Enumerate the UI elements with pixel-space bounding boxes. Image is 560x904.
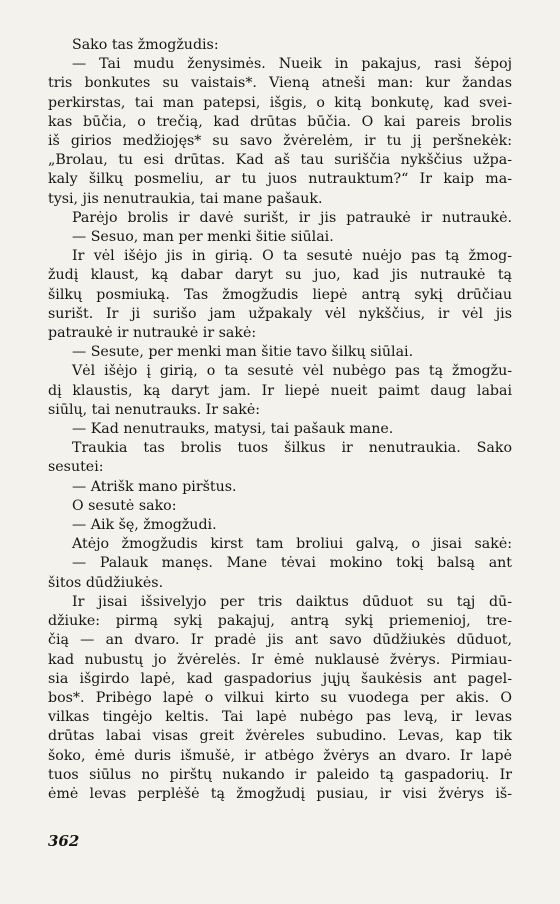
body-text [48,36,512,804]
text-line: — Sesuo, man per menki šitie siūlai. [72,229,334,246]
text-line: ėmė levas perplėšė tą žmogžudį pusiau, ir visi žvėrys iš- [48,785,512,802]
text-line: žudį klaust, ką dabar daryt su juo, kad jis nutraukė tą [48,267,512,284]
text-line: šoko, ėmė duris išmušė, ir atbėgo žvėrys an dvaro. Ir lapė [48,747,512,764]
text-line: džiuke: pirmą sykį pakajuj, antrą sykį priemenioj, tre- [48,613,512,630]
text-line: — Kad nenutrauks, matysi, tai pašauk mane. [72,421,394,438]
text-line: O sesutė sako: [72,497,177,514]
page-number: 362 [48,832,80,850]
text-line: tuos siūlus no pirštų nukando ir paleido tą gaspadorių. Ir [48,766,512,783]
text-line: surišt. Ir ji surišo jam užpakaly vėl nykščius, ir vėl jis [48,305,512,322]
text-line: Traukia tas brolis tuos šilkus ir nenutraukia. Sako [72,440,512,457]
text-line: Sako tas žmogžudis: [72,37,219,53]
text-line: sia išgirdo lapė, kad gaspadorius jųjų šaukėsis ant pagel- [48,670,512,687]
text-line: šitos dūdžiukės. [48,574,164,591]
text-line: Ir vėl išėjo jis in girią. O ta sesutė nuėjo pas tą žmog- [72,248,512,265]
text-line: — Tai mudu ženysimės. Nueik in pakajus, rasi šėpoj [72,56,512,73]
text-line: kaly šilkų posmeliu, ar tu juos nutrauktum?“ Ir kaip ma- [48,171,512,188]
text-line: perkirstas, tai man patepsi, išgis, o kitą bonkutę, kad svei- [48,94,512,111]
text-line: sesutei: [48,459,104,476]
text-line: tris bonkutes su vaistais*. Vieną atneši man: kur žandas [48,75,512,92]
text-line: dį klaustis, ką daryt jam. Ir liepė nueit paimt daug labai [48,382,512,399]
text-line: kad nubustų jo žvėrelės. Ir ėmė nuklausė žvėrys. Pirmiau- [48,651,512,668]
text-line: patraukė ir nutraukė ir sakė: [48,325,257,342]
text-line: bos*. Pribėgo lapė o vilkui kirto su vuodega per akis. O [48,689,512,706]
text-line: — Palauk manęs. Mane tėvai mokino tokį balsą ant [72,555,512,572]
text-line: vilkas tingėjo keltis. Tai lapė nubėgo pas levą, ir levas [48,709,512,726]
text-line: iš girios medžiojęs* su savo žvėrelėm, ir tu jį peršnekėk: [48,133,512,150]
text-line: čią — an dvaro. Ir pradė jis ant savo dūdžiukės dūduot, [48,632,512,649]
text-line: kas būčia, o trečią, kad drūtas būčia. O kai pareis brolis [48,113,512,130]
text-line: Parėjo brolis ir davė surišt, ir jis patraukė ir nutraukė. [72,209,512,226]
text-line: šilkų posmiuką. Tas žmogžudis liepė antrą sykį drūčiau [48,286,512,303]
text-line: — Atrišk mano pirštus. [72,478,237,495]
text-line: tysi, jis nenutraukia, tai mane pašauk. [48,190,323,207]
text-line: — Aik šę, žmogžudi. [72,517,217,534]
text-line: Ir jisai išsivelyjo per tris daiktus dūduot su tąj dū- [72,593,512,610]
text-line: „Brolau, tu esi drūtas. Kad aš tau suriščia nykščius užpa- [48,152,512,169]
text-line: drūtas labai visas greit žvėreles subudino. Levas, kap tik [48,728,512,745]
text-line: — Sesute, per menki man šitie tavo šilkų siūlai. [72,344,414,361]
text-line: Vėl išėjo į girią, o ta sesutė vėl nubėgo pas tą žmogžu- [72,363,512,380]
text-line: siūlų, tai nenutrauks. Ir sakė: [48,401,261,418]
text-line: Atėjo žmogžudis kirst tam broliui galvą, o jisai sakė: [72,536,512,553]
